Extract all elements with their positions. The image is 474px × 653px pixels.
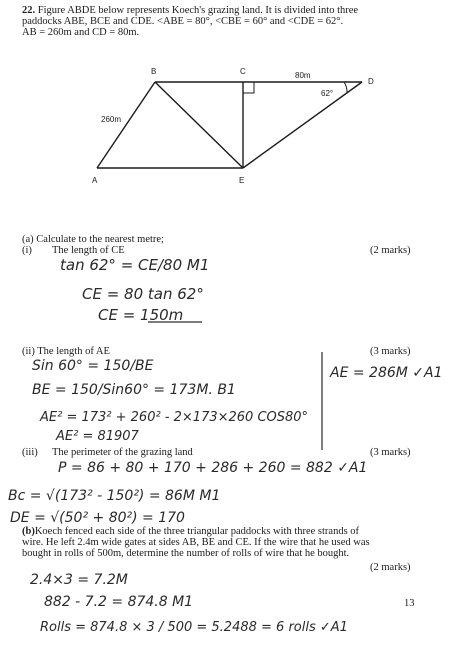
work-a-i-line-3: CE = 150m xyxy=(98,306,184,324)
work-a-ii-side-answer: AE = 286M ✓A1 xyxy=(330,365,443,381)
page-number: 13 xyxy=(404,598,415,609)
part-a-i-text: The length of CE xyxy=(52,245,125,256)
part-a-heading: (a) Calculate to the nearest metre; xyxy=(22,234,164,245)
work-a-iii-line-1: P = 86 + 80 + 170 + 286 + 260 = 882 ✓A1 xyxy=(58,460,368,476)
line-ab xyxy=(97,82,155,168)
part-a-ii-label: (ii) The length of AE xyxy=(22,346,110,357)
question-line-2: paddocks ABE, BCE and CDE. <ABE = 80°, <CBE = 60° and <CDE = 62°. xyxy=(22,16,344,27)
part-a-i-marks: (2 marks) xyxy=(370,245,411,256)
vertex-a-label: A xyxy=(92,176,98,185)
part-a-iii-number: (iii) xyxy=(22,447,38,458)
line-be xyxy=(155,82,243,168)
part-a-iii-marks: (3 marks) xyxy=(370,447,411,458)
work-a-i-line-2: CE = 80 tan 62° xyxy=(82,285,204,303)
work-b-line-3: Rolls = 874.8 × 3 / 500 = 5.2488 = 6 rolls ✓A1 xyxy=(40,620,348,635)
side-cd-label: 80m xyxy=(295,71,311,80)
vertex-b-label: B xyxy=(151,67,157,76)
part-b-label: (b) xyxy=(22,526,35,537)
work-a-iii-line-2: Bc = √(173² - 150²) = 86M M1 xyxy=(8,488,221,504)
vertex-c-label: C xyxy=(240,67,246,76)
work-a-ii-line-2: BE = 150/Sin60° = 173M. B1 xyxy=(32,382,236,398)
question-line-3: AB = 260m and CD = 80m. xyxy=(22,27,140,38)
work-b-line-2: 882 - 7.2 = 874.8 M1 xyxy=(44,594,194,610)
part-a-ii-marks: (3 marks) xyxy=(370,346,411,357)
work-a-ii-line-1: Sin 60° = 150/BE xyxy=(32,358,154,374)
part-b-line-3: bought in rolls of 500m, determine the number of rolls of wire that he bought. xyxy=(22,548,350,559)
question-line-1: Figure ABDE below represents Koech's grazing land. It is divided into three xyxy=(37,5,359,16)
work-a-ii-line-3: AE² = 173² + 260² - 2×173×260 COS80° xyxy=(40,410,309,425)
angle-d-label: 62° xyxy=(321,89,334,98)
question-number: 22. xyxy=(22,5,36,16)
vertex-d-label: D xyxy=(368,77,374,86)
work-a-ii-line-4: AE² = 81907 xyxy=(56,429,139,444)
work-a-iii-line-3: DE = √(50² + 80²) = 170 xyxy=(10,510,185,526)
part-a-i-number: (i) xyxy=(22,245,32,256)
part-b-marks: (2 marks) xyxy=(370,562,411,573)
work-a-i-line-1: tan 62° = CE/80 M1 xyxy=(60,256,210,274)
part-b-text-1: Koech fenced each side of the three triangular paddocks with three strands of xyxy=(34,526,360,537)
side-ab-label: 260m xyxy=(101,115,122,124)
work-b-line-1: 2.4×3 = 7.2M xyxy=(30,572,128,588)
right-angle-mark xyxy=(243,82,254,93)
part-b-line-2: wire. He left 2.4m wide gates at sides AB, BE and CE. If the wire that he used was xyxy=(22,537,370,548)
part-b-line-1 xyxy=(22,526,359,537)
angle-d-arc xyxy=(344,82,347,92)
part-a-iii-text: The perimeter of the grazing land xyxy=(52,447,193,458)
vertex-e-label: E xyxy=(239,176,245,185)
line-de xyxy=(243,82,362,168)
